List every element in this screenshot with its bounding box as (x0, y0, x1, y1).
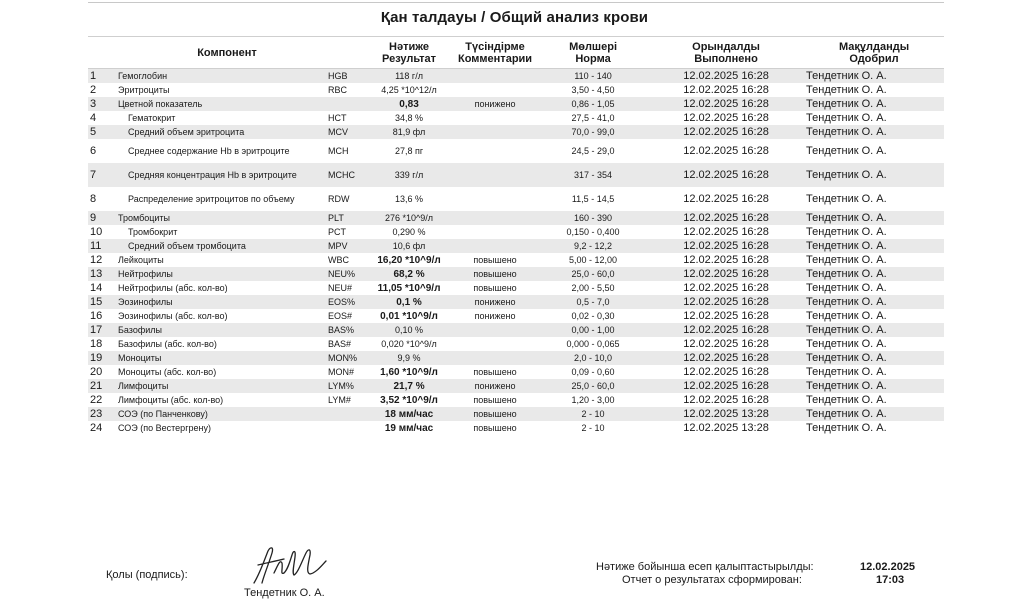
performed-datetime: 12.02.2025 13:28 (683, 421, 769, 434)
component-code: NEU# (328, 282, 353, 293)
table-row (88, 351, 944, 365)
norm-range: 11,5 - 14,5 (571, 193, 615, 204)
result-value: 68,2 % (366, 267, 452, 281)
approved-by: Тендетник О. А. (806, 111, 887, 124)
comment-value (452, 139, 538, 163)
result-value: 1,60 *10^9/л (380, 366, 438, 378)
component-code (326, 421, 366, 435)
table-row (88, 323, 944, 337)
table-row (88, 253, 944, 267)
component-code: BAS# (328, 338, 352, 349)
comment-value (452, 239, 538, 253)
approved-by: Тендетник О. А. (806, 192, 887, 205)
performed-datetime: 12.02.2025 16:28 (683, 253, 769, 266)
performed-datetime: 12.02.2025 16:28 (683, 192, 769, 205)
result-value: 0,290 % (392, 226, 426, 237)
performed-datetime: 12.02.2025 16:28 (648, 351, 804, 365)
norm-range: 0,150 - 0,400 (566, 226, 620, 237)
component-name: Лимфоциты (абс. кол-во) (118, 394, 224, 405)
result-value: 34,8 % (395, 112, 424, 123)
component-code: BAS% (326, 323, 366, 337)
header-norm: Мөлшері Норма (538, 37, 648, 69)
component-code (326, 97, 366, 111)
row-number: 13 (88, 267, 116, 281)
row-number: 6 (90, 144, 97, 157)
result-value: 3,52 *10^9/л (380, 394, 438, 406)
comment-value (452, 351, 538, 365)
comment-value (452, 125, 538, 139)
row-number: 12 (90, 253, 103, 266)
component-name: Средний объем эритроцита (116, 125, 326, 139)
comment-value: понижено (452, 379, 538, 393)
norm-range: 5,00 - 12,00 (569, 254, 618, 265)
norm-range: 2 - 10 (538, 407, 648, 421)
norm-range: 2,00 - 5,50 (571, 282, 615, 293)
row-number: 16 (90, 309, 103, 322)
handwritten-signature (250, 543, 330, 587)
norm-range: 3,50 - 4,50 (571, 84, 615, 95)
performed-datetime: 12.02.2025 16:28 (648, 97, 804, 111)
result-value: 0,020 *10^9/л (381, 338, 437, 349)
performed-datetime: 12.02.2025 16:28 (648, 211, 804, 225)
component-code: NEU% (326, 267, 366, 281)
component-name: Распределение эритроцитов по объему (128, 194, 295, 204)
comment-value (452, 211, 538, 225)
component-name: Эозинофилы (116, 295, 326, 309)
norm-range: 0,86 - 1,05 (538, 97, 648, 111)
report-date: 12.02.2025 (860, 561, 916, 573)
component-code: EOS% (326, 295, 366, 309)
norm-range: 2 - 10 (581, 422, 605, 433)
comment-value: повышено (473, 282, 517, 293)
row-number: 24 (90, 421, 103, 434)
component-name: Цветной показатель (116, 97, 326, 111)
component-code: MON# (328, 366, 355, 377)
comment-value (452, 111, 538, 125)
row-number: 4 (90, 111, 97, 124)
component-code: MCV (326, 125, 366, 139)
component-code (326, 407, 366, 421)
result-value: 11,05 *10^9/л (377, 282, 441, 294)
component-name: Эозинофилы (абс. кол-во) (118, 310, 228, 321)
table-row (88, 225, 944, 239)
norm-range: 27,5 - 41,0 (571, 112, 615, 123)
norm-range: 1,20 - 3,00 (571, 394, 615, 405)
comment-value (452, 69, 538, 84)
performed-datetime: 12.02.2025 16:28 (648, 379, 804, 393)
comment-value: понижено (452, 97, 538, 111)
row-number: 20 (90, 365, 103, 378)
table-row (88, 97, 944, 111)
component-name: СОЭ (по Панченкову) (116, 407, 326, 421)
norm-range: 317 - 354 (538, 163, 648, 187)
header-component: Компонент (88, 37, 366, 69)
comment-value: повышено (473, 422, 517, 433)
table-row (88, 393, 944, 407)
row-number: 18 (90, 337, 103, 350)
component-code: MON% (326, 351, 366, 365)
approved-by: Тендетник О. А. (806, 253, 887, 266)
approved-by: Тендетник О. А. (804, 211, 944, 225)
comment-value: повышено (473, 394, 517, 405)
norm-range: 24,5 - 29,0 (571, 145, 615, 156)
approved-by: Тендетник О. А. (806, 144, 887, 157)
performed-datetime: 12.02.2025 16:28 (683, 83, 769, 96)
approved-by: Тендетник О. А. (804, 69, 944, 84)
performed-datetime: 12.02.2025 16:28 (648, 267, 804, 281)
comment-value: понижено (474, 310, 516, 321)
component-name: Моноциты (абс. кол-во) (118, 366, 217, 377)
comment-value (452, 83, 538, 97)
signature-label: Қолы (подпись): (106, 569, 188, 581)
row-number: 3 (88, 97, 116, 111)
table-row (88, 83, 944, 97)
component-name: Эритроциты (118, 84, 170, 95)
component-name: Базофилы (116, 323, 326, 337)
performed-datetime: 12.02.2025 16:28 (683, 144, 769, 157)
result-value: 9,9 % (366, 351, 452, 365)
report-time: 17:03 (876, 574, 905, 586)
component-code: HGB (326, 69, 366, 84)
comment-value: повышено (452, 407, 538, 421)
table-row (88, 379, 944, 393)
norm-range: 0,02 - 0,30 (571, 310, 615, 321)
norm-range: 2,0 - 10,0 (538, 351, 648, 365)
result-value: 118 г/л (366, 69, 452, 84)
result-value: 276 *10^9/л (366, 211, 452, 225)
table-row (88, 421, 944, 435)
component-name: Моноциты (116, 351, 326, 365)
norm-range: 110 - 140 (538, 69, 648, 84)
result-value: 0,83 (366, 97, 452, 111)
component-name: Базофилы (абс. кол-во) (118, 338, 217, 349)
comment-value (452, 187, 538, 211)
norm-range: 0,000 - 0,065 (566, 338, 620, 349)
approved-by: Тендетник О. А. (804, 163, 944, 187)
performed-datetime: 12.02.2025 16:28 (683, 111, 769, 124)
component-code: LYM% (326, 379, 366, 393)
table-row (88, 309, 944, 323)
norm-range: 0,00 - 1,00 (538, 323, 648, 337)
result-value: 4,25 *10^12/л (381, 84, 437, 95)
table-row (88, 187, 944, 211)
component-name: Средняя концентрация Hb в эритроците (116, 163, 326, 187)
component-name: Тромбоциты (116, 211, 326, 225)
norm-range: 9,2 - 12,2 (538, 239, 648, 253)
performed-datetime: 12.02.2025 16:28 (683, 337, 769, 350)
row-number: 23 (88, 407, 116, 421)
approved-by: Тендетник О. А. (804, 407, 944, 421)
component-code: MCHC (326, 163, 366, 187)
norm-range: 70,0 - 99,0 (538, 125, 648, 139)
table-row (88, 139, 944, 163)
table-header-row (88, 37, 944, 69)
component-code: PCT (328, 226, 346, 237)
performed-datetime: 12.02.2025 16:28 (683, 393, 769, 406)
top-divider (88, 2, 944, 3)
approved-by: Тендетник О. А. (806, 365, 887, 378)
row-number: 11 (88, 239, 116, 253)
performed-datetime: 12.02.2025 16:28 (648, 163, 804, 187)
norm-range: 25,0 - 60,0 (538, 379, 648, 393)
approved-by: Тендетник О. А. (806, 393, 887, 406)
norm-range: 0,5 - 7,0 (538, 295, 648, 309)
component-name: СОЭ (по Вестергрену) (118, 422, 211, 433)
result-value: 21,7 % (366, 379, 452, 393)
performed-datetime: 12.02.2025 16:28 (683, 365, 769, 378)
component-code: MPV (326, 239, 366, 253)
table-row (88, 337, 944, 351)
component-name: Гематокрит (128, 112, 176, 123)
result-value: 16,20 *10^9/л (377, 254, 441, 266)
performed-datetime: 12.02.2025 16:28 (683, 281, 769, 294)
norm-range: 160 - 390 (538, 211, 648, 225)
norm-range: 25,0 - 60,0 (538, 267, 648, 281)
table-row (88, 407, 944, 421)
performed-datetime: 12.02.2025 16:28 (683, 225, 769, 238)
component-code: LYM# (328, 394, 351, 405)
approved-by: Тендетник О. А. (806, 309, 887, 322)
comment-value (452, 225, 538, 239)
row-number: 10 (90, 225, 103, 238)
result-value: 18 мм/час (366, 407, 452, 421)
comment-value (452, 163, 538, 187)
approved-by: Тендетник О. А. (806, 421, 887, 434)
result-value: 27,8 пг (394, 145, 424, 156)
row-number: 8 (90, 192, 97, 205)
component-name: Гемоглобин (116, 69, 326, 84)
report-generated-label-kz: Нәтиже бойынша есеп қалыптастырылды: (596, 561, 814, 573)
table-row (88, 239, 944, 253)
result-value: 0,10 % (366, 323, 452, 337)
approved-by: Тендетник О. А. (806, 281, 887, 294)
component-code: HCT (328, 112, 347, 123)
result-value: 0,01 *10^9/л (380, 310, 438, 322)
header-comment: Түсіндірме Комментарии (452, 37, 538, 69)
approved-by: Тендетник О. А. (804, 295, 944, 309)
component-code: WBC (328, 254, 349, 265)
component-code: EOS# (328, 310, 353, 321)
row-number: 14 (90, 281, 103, 294)
table-row (88, 281, 944, 295)
table-row (88, 69, 944, 84)
row-number: 2 (90, 83, 97, 96)
header-result: Нәтиже Результат (366, 37, 452, 69)
approved-by: Тендетник О. А. (804, 267, 944, 281)
performed-datetime: 12.02.2025 16:28 (648, 125, 804, 139)
approved-by: Тендетник О. А. (804, 239, 944, 253)
comment-value: понижено (452, 295, 538, 309)
approved-by: Тендетник О. А. (804, 379, 944, 393)
result-value: 10,6 фл (366, 239, 452, 253)
table-row (88, 365, 944, 379)
performed-datetime: 12.02.2025 13:28 (648, 407, 804, 421)
component-name: Среднее содержание Hb в эритроците (128, 146, 290, 156)
table-row (88, 267, 944, 281)
row-number: 5 (88, 125, 116, 139)
component-name: Нейтрофилы (116, 267, 326, 281)
comment-value (452, 337, 538, 351)
comment-value: повышено (452, 267, 538, 281)
result-value: 339 г/л (366, 163, 452, 187)
component-code: PLT (326, 211, 366, 225)
performed-datetime: 12.02.2025 16:28 (648, 239, 804, 253)
performed-datetime: 12.02.2025 16:28 (648, 323, 804, 337)
component-code: RDW (328, 193, 350, 204)
table-row (88, 163, 944, 187)
comment-value (452, 323, 538, 337)
component-code: RBC (328, 84, 348, 95)
table-row (88, 211, 944, 225)
signer-name: Тендетник О. А. (244, 587, 325, 599)
component-name: Лимфоциты (116, 379, 326, 393)
results-table (88, 36, 944, 435)
row-number: 17 (88, 323, 116, 337)
row-number: 22 (90, 393, 103, 406)
approved-by: Тендетник О. А. (804, 125, 944, 139)
comment-value: повышено (473, 254, 517, 265)
result-value: 81,9 фл (366, 125, 452, 139)
table-row (88, 111, 944, 125)
approved-by: Тендетник О. А. (806, 337, 887, 350)
component-code: MCH (328, 145, 349, 156)
component-name: Тромбокрит (128, 226, 178, 237)
component-name: Средний объем тромбоцита (116, 239, 326, 253)
row-number: 1 (88, 69, 116, 84)
row-number: 9 (88, 211, 116, 225)
report-generated-label-ru: Отчет о результатах сформирован: (622, 574, 802, 586)
row-number: 19 (88, 351, 116, 365)
approved-by: Тендетник О. А. (806, 225, 887, 238)
result-value: 0,1 % (366, 295, 452, 309)
approved-by: Тендетник О. А. (804, 351, 944, 365)
result-value: 13,6 % (395, 193, 424, 204)
component-name: Нейтрофилы (абс. кол-во) (118, 282, 228, 293)
header-performed: Орындалды Выполнено (648, 37, 804, 69)
approved-by: Тендетник О. А. (804, 323, 944, 337)
approved-by: Тендетник О. А. (806, 83, 887, 96)
performed-datetime: 12.02.2025 16:28 (648, 69, 804, 84)
performed-datetime: 12.02.2025 16:28 (683, 309, 769, 322)
comment-value: повышено (473, 366, 517, 377)
approved-by: Тендетник О. А. (804, 97, 944, 111)
result-value: 19 мм/час (384, 422, 434, 434)
row-number: 15 (88, 295, 116, 309)
table-row (88, 125, 944, 139)
table-row (88, 295, 944, 309)
header-approved: Мақұлданды Одобрил (804, 37, 944, 69)
row-number: 21 (88, 379, 116, 393)
norm-range: 0,09 - 0,60 (571, 366, 615, 377)
performed-datetime: 12.02.2025 16:28 (648, 295, 804, 309)
row-number: 7 (88, 163, 116, 187)
component-name: Лейкоциты (118, 254, 164, 265)
report-title: Қан талдауы / Общий анализ крови (380, 9, 649, 26)
